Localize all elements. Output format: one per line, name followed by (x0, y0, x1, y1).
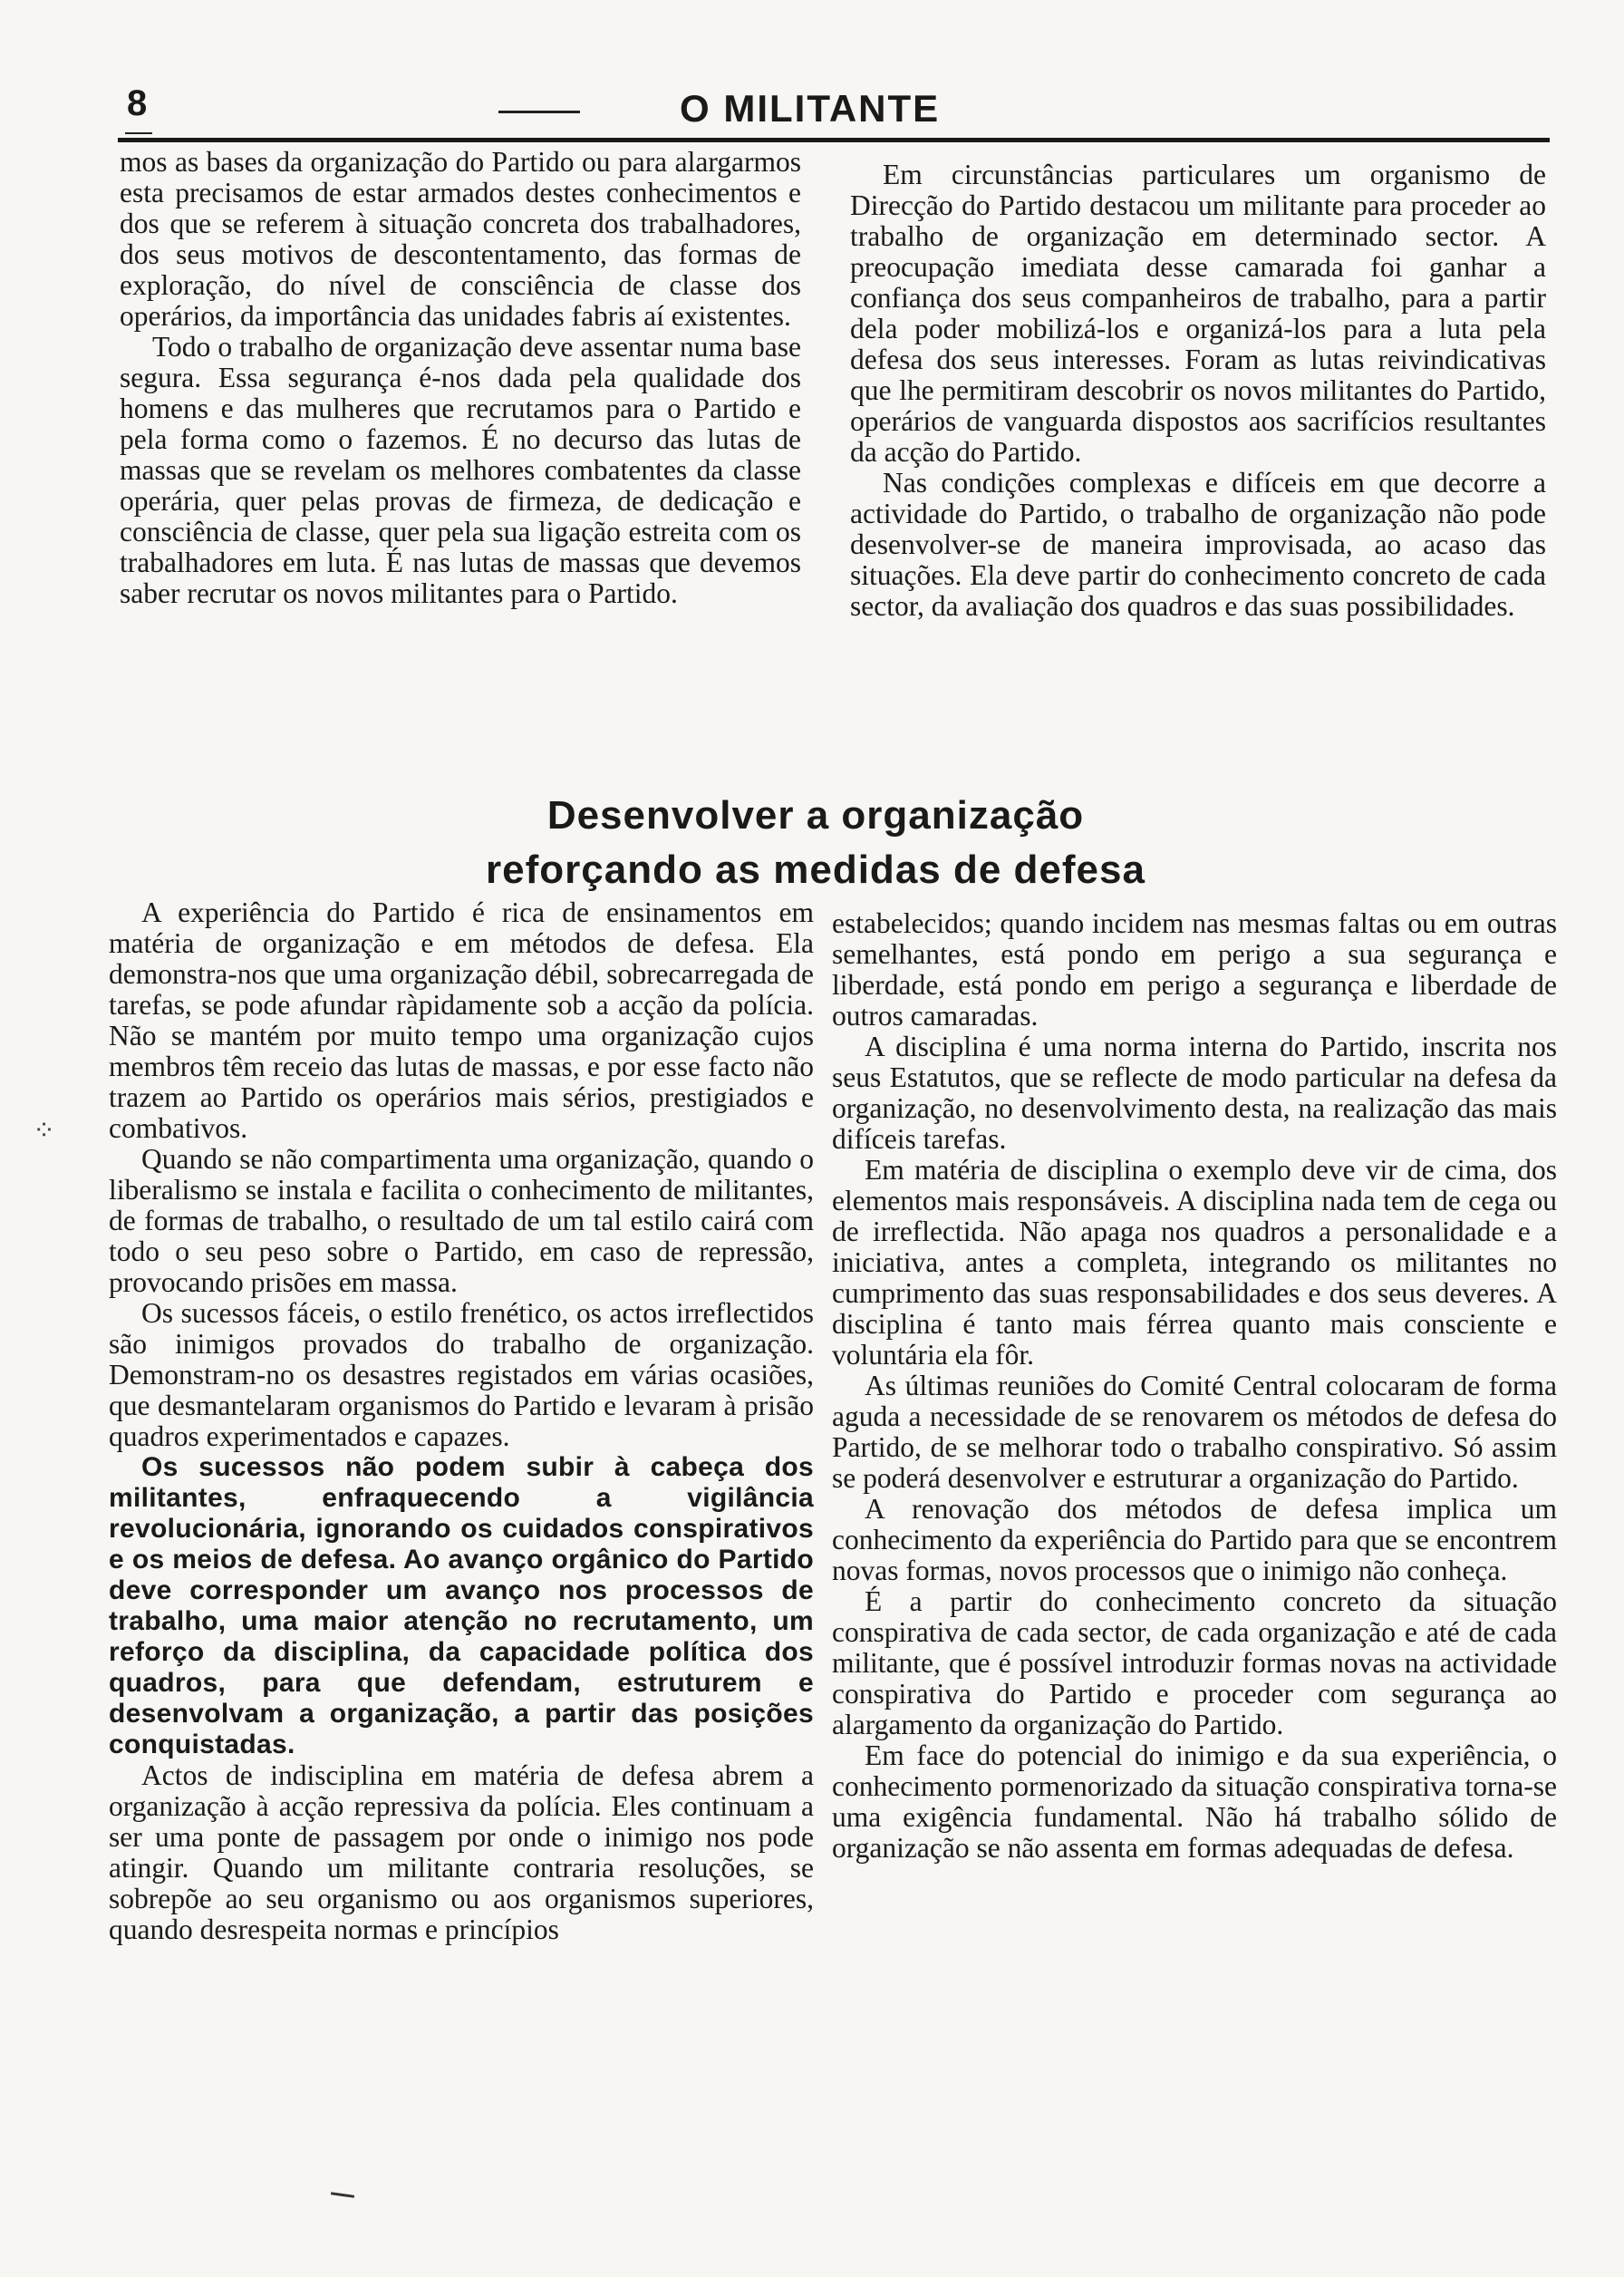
paragraph: Os sucessos fáceis, o estilo frenético, os actos irreflectidos são inimigos provados do trabalho de organização. Demonstram-no os desastres registados em várias ocasiões, que desmantelaram organismos do Partido e levaram à prisão quadros experimentados e capazes. (109, 1297, 814, 1452)
article2-title-line1: Desenvolver a organização (546, 793, 1085, 838)
paragraph: As últimas reuniões do Comité Central colocaram de forma aguda a necessidade de se renovarem os métodos de defesa do Partido, de se melhorar todo o trabalho conspirativo. Só assim se poderá desenvolver e estruturar a organização do Partido. (832, 1370, 1557, 1494)
paragraph: A disciplina é uma norma interna do Partido, inscrita nos seus Estatutos, que se reflecte de modo particular na defesa da organização, no desenvolvimento desta, na realização das mais difíceis tarefas. (832, 1031, 1557, 1155)
paragraph: Actos de indisciplina em matéria de defesa abrem a organização à acção repressiva da polícia. Eles continuam a ser uma ponte de passagem por onde o inimigo nos pode atingir. Quando um militante contraria resoluções, se sobrepõe ao seu organismo ou aos organismos superiores, quando desrespeita normas e princípios (109, 1759, 814, 1945)
page-header (118, 83, 1550, 141)
article1-right-column (850, 160, 1546, 622)
article2-title (344, 789, 1287, 897)
paragraph: Em face do potencial do inimigo e da sua experiência, o conhecimento pormenorizado da situação conspirativa torna-se uma exigência fundamental. Não há trabalho sólido de organização se não assenta em formas adequadas de defesa. (832, 1739, 1557, 1864)
paragraph: Em circunstâncias particulares um organismo de Direcção do Partido destacou um militante para proceder ao trabalho de organização em determinado sector. A preocupação imediata desse camarada foi ganhar a confiança dos seus companheiros de trabalho, para a partir dela poder mobilizá-los e organizá-los para a luta pela defesa dos seus interesses. Foram as lutas reivindicativas que lhe permitiram descobrir os novos militantes do Partido, operários de vanguarda dispostos aos sacrifícios resultantes da acção do Partido. (850, 159, 1546, 468)
paragraph: Em matéria de disciplina o exemplo deve vir de cima, dos elementos mais responsáveis. A disciplina nada tem de cega ou de irreflectida. Não apaga nos quadros a personalidade e a iniciativa, antes a completa, integrando os militantes no cumprimento das suas responsabilidades e dos seus deveres. A disciplina é tanto mais férrea quanto mais consciente e voluntária ela fôr. (832, 1154, 1557, 1371)
paragraph: A experiência do Partido é rica de ensinamentos em matéria de organização e em métodos de defesa. Ela demonstra-nos que uma organização débil, sobrecarregada de tarefas, se pode afundar ràpidamente sob a acção da polícia. Não se mantém por muito tempo uma organização cujos membros têm receio das lutas de massas, e por esse facto não trazem ao Partido os operários mais sérios, prestigiados e combativos. (109, 896, 814, 1144)
article2-left-column (109, 897, 814, 1945)
article2-right-column (832, 908, 1557, 1864)
scan-speck: ⁘ (33, 1116, 56, 1146)
paragraph: Quando se não compartimenta uma organização, quando o liberalismo se instala e facilita o conhecimento de militantes, de formas de trabalho, o resultado de um tal estilo cairá com todo o seu peso sobre o Partido, em caso de repressão, provocando prisões em massa. (109, 1143, 814, 1298)
paragraph: mos as bases da organização do Partido ou para alargarmos esta precisamos de estar armados destes conhecimentos e dos que se referem à situação concreta dos trabalhadores, dos seus motivos de descontentamento, das formas de exploração, do nível de consciência de classe dos operários, da importância das unidades fabris aí existentes. (120, 146, 801, 332)
emphasis-paragraph: Os sucessos não podem subir à cabeça dos militantes, enfraquecendo a vigilância revolucionária, ignorando os cuidados conspirativos e os meios de defesa. Ao avanço orgânico do Partido deve corresponder um avanço nos processos de trabalho, uma maior atenção no recrutamento, um reforço da disciplina, da capacidade política dos quadros, para que defendam, estruturem e desenvolvam a organização, a partir das posições conquistadas. (109, 1452, 814, 1759)
paragraph: Todo o trabalho de organização deve assentar numa base segura. Essa segurança é-nos dada pela qualidade dos homens e das mulheres que recrutamos para o Partido e pela forma como o fazemos. É no decurso das lutas de massas que se revelam os melhores combatentes da classe operária, quer pelas provas de firmeza, de dedicação e consciência de classe, quer pela sua ligação estreita com os trabalhadores em luta. É nas lutas de massas que devemos saber recrutar os novos militantes para o Partido. (120, 331, 801, 609)
paragraph: Nas condições complexas e difíceis em que decorre a actividade do Partido, o trabalho de organização não pode desenvolver-se de maneira improvisada, ao acaso das situações. Ela deve partir do conhecimento concreto de cada sector, da avaliação dos quadros e das suas possibilidades. (850, 467, 1546, 622)
masthead-title: O MILITANTE (680, 87, 941, 130)
page-number: 8 (127, 83, 148, 123)
paragraph: estabelecidos; quando incidem nas mesmas faltas ou em outras semelhantes, está pondo em perigo a sua segurança e liberdade, está pondo em perigo a segurança e liberdade de outros camaradas. (832, 907, 1557, 1032)
article1-left-column (120, 147, 801, 609)
header-rule (118, 138, 1550, 142)
paragraph: É a partir do conhecimento concreto da situação conspirativa de cada sector, de cada organização e até de cada militante, que é possível introduzir formas novas na actividade conspirativa do Partido e proceder com segurança ao alargamento da organização do Partido. (832, 1585, 1557, 1740)
paragraph: A renovação dos métodos de defesa implica um conhecimento da experiência do Partido para que se encontrem novas formas, novos processos que o inimigo não conheça. (832, 1493, 1557, 1586)
scan-mark (331, 2192, 354, 2198)
page-number-underline (125, 132, 152, 134)
article2-title-line2: reforçando as medidas de defesa (486, 848, 1146, 892)
header-dash (498, 111, 580, 113)
